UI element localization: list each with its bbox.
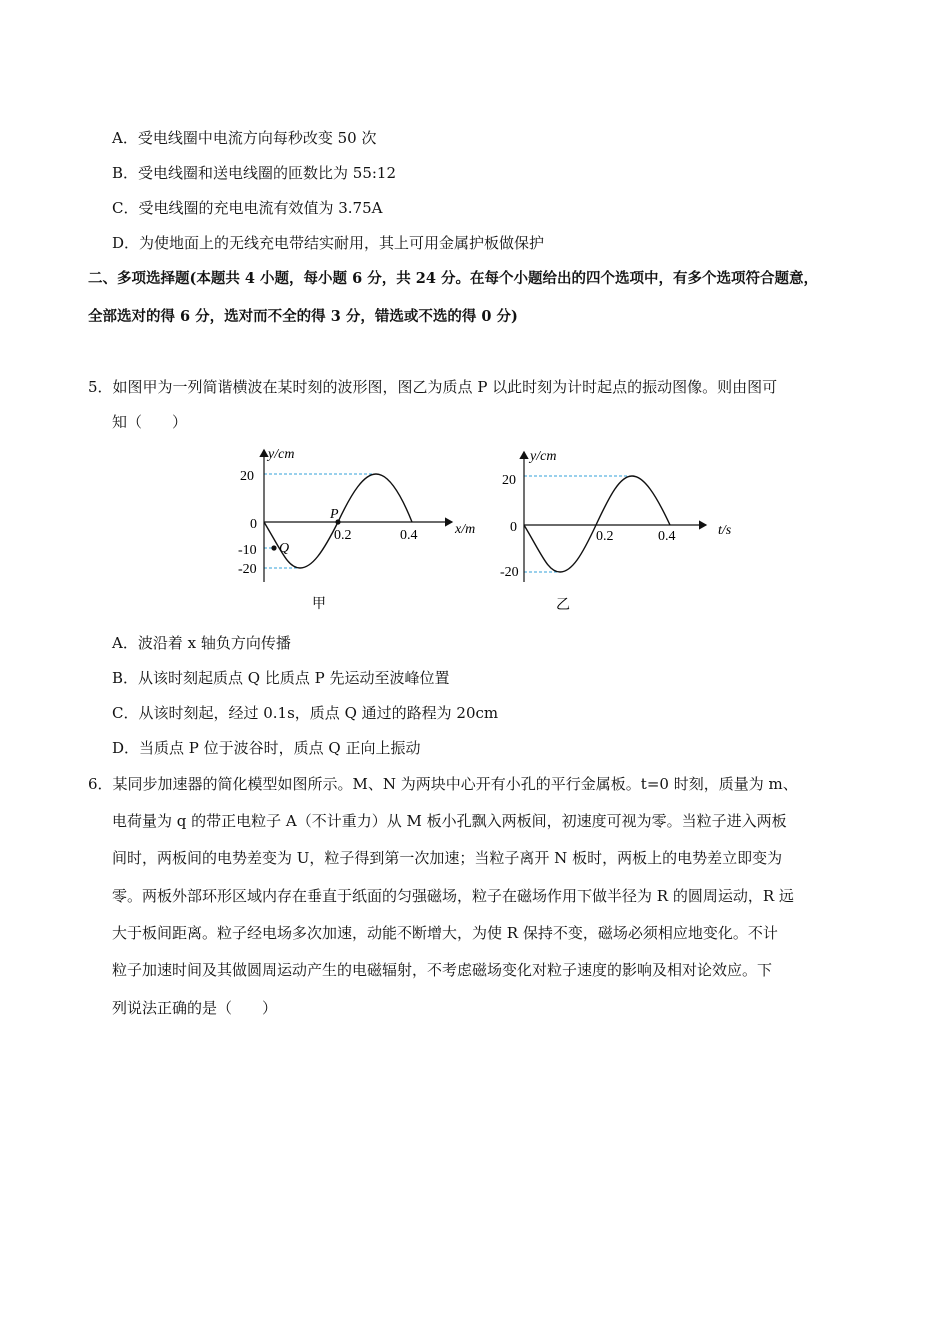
jia-y-tick-0: 0 — [250, 517, 257, 532]
figure-yi-vibration-graph — [492, 442, 752, 617]
q6-stem-line5: 大于板间距离。粒子经电场多次加速，动能不断增大，为使 R 保持不变，磁场必须相应地变化。不计 — [112, 924, 778, 942]
q5-option-d: D．当质点 P 位于波谷时，质点 Q 正向上振动 — [112, 739, 421, 757]
q6-stem-line2: 电荷量为 q 的带正电粒子 A（不计重力）从 M 板小孔飘入两板间，初速度可视为零。当粒子进入两板 — [112, 812, 787, 830]
q5-stem-line1: 5．如图甲为一列简谐横波在某时刻的波形图，图乙为质点 P 以此时刻为计时起点的振动图像。则由图可 — [88, 378, 778, 396]
yi-x-label: t/s — [718, 523, 732, 538]
section2-heading-line2: 全部选对的得 6 分，选对而不全的得 3 分，错选或不选的得 0 分) — [88, 308, 518, 325]
q6-stem-line7: 列说法正确的是（ ） — [112, 999, 278, 1017]
q6-stem-line6: 粒子加速时间及其做圆周运动产生的电磁辐射，不考虑磁场变化对粒子速度的影响及相对论效应。下 — [112, 961, 773, 979]
jia-y-tick-20: 20 — [240, 469, 254, 484]
q4-option-d: D．为使地面上的无线充电带结实耐用，其上可用金属护板做保护 — [112, 234, 545, 252]
q4-option-b: B．受电线圈和送电线圈的匝数比为 55:12 — [112, 164, 397, 182]
jia-x-tick-02: 0.2 — [334, 528, 352, 543]
section2-heading-line1: 二、多项选择题(本题共 4 小题，每小题 6 分，共 24 分。在每个小题给出的四个选项中，有多个选项符合题意， — [88, 270, 819, 287]
jia-caption: 甲 — [312, 597, 326, 612]
jia-label-p: P — [330, 507, 339, 522]
jia-x-label: x/m — [455, 522, 476, 537]
q5-option-c: C．从该时刻起，经过 0.1s，质点 Q 通过的路程为 20cm — [112, 704, 499, 722]
q5-option-a: A．波沿着 x 轴负方向传播 — [112, 634, 291, 652]
figure-jia-wave-graph — [228, 442, 488, 617]
jia-y-tick-neg20: -20 — [238, 562, 257, 577]
q4-option-a: A．受电线圈中电流方向每秒改变 50 次 — [112, 129, 377, 147]
q6-stem-line1: 6．某同步加速器的简化模型如图所示。M、N 为两块中心开有小孔的平行金属板。t=0 时刻，质量为 m、 — [88, 775, 798, 793]
q6-stem-line3: 间时，两板间的电势差变为 U，粒子得到第一次加速；当粒子离开 N 板时，两板上的电势差立即变为 — [112, 849, 783, 867]
jia-y-label: y/cm — [268, 447, 295, 462]
q4-option-c: C．受电线圈的充电电流有效值为 3.75A — [112, 199, 383, 217]
jia-point-q — [271, 545, 276, 550]
yi-x-tick-02: 0.2 — [596, 529, 614, 544]
yi-y-label: y/cm — [530, 449, 557, 464]
yi-x-tick-04: 0.4 — [658, 529, 676, 544]
jia-y-tick-neg10: -10 — [238, 543, 257, 558]
jia-label-q: Q — [279, 541, 290, 556]
q5-option-b: B．从该时刻起质点 Q 比质点 P 先运动至波峰位置 — [112, 669, 450, 687]
yi-y-tick-20: 20 — [502, 473, 516, 488]
jia-x-tick-04: 0.4 — [400, 528, 418, 543]
yi-y-tick-neg20: -20 — [500, 565, 519, 580]
yi-caption: 乙 — [556, 598, 570, 613]
q6-stem-line4: 零。两板外部环形区域内存在垂直于纸面的匀强磁场，粒子在磁场作用下做半径为 R 的圆周运动，R 远 — [112, 887, 794, 905]
q5-stem-line2: 知（ ） — [112, 413, 188, 431]
yi-y-tick-0: 0 — [510, 520, 517, 535]
yi-vibration-curve — [524, 476, 670, 572]
